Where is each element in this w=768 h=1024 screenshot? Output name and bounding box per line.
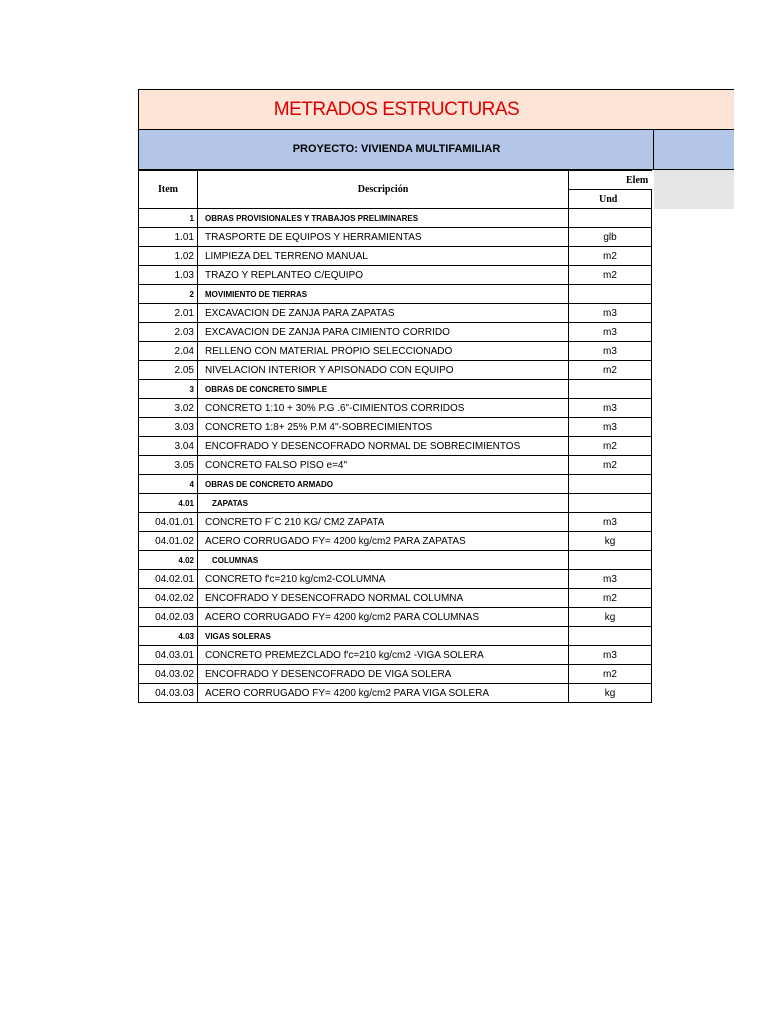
cell-und[interactable]: m3 <box>569 342 652 361</box>
cell-und[interactable]: glb <box>569 228 652 247</box>
cell-und[interactable]: kg <box>569 532 652 551</box>
sheet-title: METRADOS ESTRUCTURAS <box>273 99 520 120</box>
cell-item[interactable]: 1.03 <box>139 266 198 285</box>
cell-und[interactable] <box>569 494 652 513</box>
cell-und[interactable] <box>569 551 652 570</box>
cell-descripcion[interactable]: NIVELACION INTERIOR Y APISONADO CON EQUIPO <box>198 361 569 380</box>
table-row <box>139 684 652 703</box>
cell-descripcion[interactable]: CONCRETO 1:10 + 30% P.G .6"-CIMIENTOS CORRIDOS <box>198 399 569 418</box>
table-row <box>139 456 652 475</box>
table-row <box>139 209 652 228</box>
cell-item[interactable]: 4 <box>139 475 198 494</box>
cell-und[interactable]: m2 <box>569 589 652 608</box>
cell-und[interactable]: m3 <box>569 646 652 665</box>
cell-und[interactable]: m3 <box>569 399 652 418</box>
cell-descripcion[interactable]: TRAZO Y REPLANTEO C/EQUIPO <box>198 266 569 285</box>
cell-und[interactable] <box>569 627 652 646</box>
project-right-border <box>653 130 654 170</box>
table-row <box>139 494 652 513</box>
cell-item[interactable]: 04.02.02 <box>139 589 198 608</box>
cell-item[interactable]: 2.01 <box>139 304 198 323</box>
cell-und[interactable] <box>569 285 652 304</box>
cell-descripcion[interactable]: CONCRETO FALSO PISO e=4" <box>198 456 569 475</box>
header-und[interactable]: Und <box>569 190 652 209</box>
table-row <box>139 342 652 361</box>
cell-descripcion[interactable]: CONCRETO F´C 210 KG/ CM2 ZAPATA <box>198 513 569 532</box>
cell-und[interactable]: m2 <box>569 665 652 684</box>
table-row <box>139 418 652 437</box>
header-elementos[interactable]: Elem <box>569 171 652 190</box>
table-row <box>139 646 652 665</box>
cell-descripcion[interactable]: TRASPORTE DE EQUIPOS Y HERRAMIENTAS <box>198 228 569 247</box>
cell-item[interactable]: 04.03.02 <box>139 665 198 684</box>
project-name: PROYECTO: VIVIENDA MULTIFAMILIAR <box>292 143 501 155</box>
cell-descripcion[interactable]: ENCOFRADO Y DESENCOFRADO DE VIGA SOLERA <box>198 665 569 684</box>
cell-und[interactable]: kg <box>569 608 652 627</box>
table-row <box>139 513 652 532</box>
cell-item[interactable]: 1.01 <box>139 228 198 247</box>
cell-und[interactable]: m2 <box>569 247 652 266</box>
cell-descripcion[interactable]: ENCOFRADO Y DESENCOFRADO NORMAL DE SOBRECIMIENTOS <box>198 437 569 456</box>
header-descripcion[interactable]: Descripción <box>198 171 569 209</box>
cell-item[interactable]: 04.02.01 <box>139 570 198 589</box>
cell-item[interactable]: 4.02 <box>139 551 198 570</box>
table-row <box>139 627 652 646</box>
cell-item[interactable]: 3.05 <box>139 456 198 475</box>
cell-item[interactable]: 1 <box>139 209 198 228</box>
table-row <box>139 665 652 684</box>
cell-item[interactable]: 3 <box>139 380 198 399</box>
table-row <box>139 380 652 399</box>
cell-und[interactable]: m2 <box>569 437 652 456</box>
cell-descripcion[interactable]: ACERO CORRUGADO FY= 4200 kg/cm2 PARA VIGA SOLERA <box>198 684 569 703</box>
cell-descripcion[interactable]: VIGAS SOLERAS <box>198 627 569 646</box>
table-row <box>139 570 652 589</box>
cell-descripcion[interactable]: ENCOFRADO Y DESENCOFRADO NORMAL COLUMNA <box>198 589 569 608</box>
cell-descripcion[interactable]: EXCAVACION DE ZANJA PARA CIMIENTO CORRIDO <box>198 323 569 342</box>
cell-item[interactable]: 04.03.03 <box>139 684 198 703</box>
table-row <box>139 437 652 456</box>
table-row <box>139 323 652 342</box>
cell-item[interactable]: 3.04 <box>139 437 198 456</box>
cell-descripcion[interactable]: CONCRETO f'c=210 kg/cm2-COLUMNA <box>198 570 569 589</box>
cell-item[interactable]: 3.03 <box>139 418 198 437</box>
cell-item[interactable]: 04.01.01 <box>139 513 198 532</box>
table-row <box>139 304 652 323</box>
table-row <box>139 266 652 285</box>
cell-und[interactable]: m3 <box>569 513 652 532</box>
cell-und[interactable] <box>569 380 652 399</box>
cell-item[interactable]: 1.02 <box>139 247 198 266</box>
table-row <box>139 361 652 380</box>
table-row <box>139 285 652 304</box>
table-row <box>139 399 652 418</box>
table-row <box>139 247 652 266</box>
cell-item[interactable]: 2.05 <box>139 361 198 380</box>
cell-und[interactable]: m3 <box>569 323 652 342</box>
cell-und[interactable] <box>569 209 652 228</box>
cell-item[interactable]: 04.01.02 <box>139 532 198 551</box>
table-row <box>139 551 652 570</box>
cell-und[interactable] <box>569 475 652 494</box>
table-row <box>139 475 652 494</box>
cell-descripcion[interactable]: COLUMNAS <box>198 551 569 570</box>
title-top-border <box>138 89 654 90</box>
table-row <box>139 589 652 608</box>
title-band <box>138 89 734 130</box>
cell-descripcion[interactable]: MOVIMIENTO DE TIERRAS <box>198 285 569 304</box>
header-gray-fill <box>654 170 734 209</box>
cell-item[interactable]: 3.02 <box>139 399 198 418</box>
metrados-table <box>138 170 652 703</box>
cell-item[interactable]: 2 <box>139 285 198 304</box>
project-band <box>138 130 734 170</box>
cell-descripcion[interactable]: ZAPATAS <box>198 494 569 513</box>
table-row <box>139 228 652 247</box>
cell-descripcion[interactable]: OBRAS PROVISIONALES Y TRABAJOS PRELIMINARES <box>198 209 569 228</box>
cell-und[interactable]: m3 <box>569 570 652 589</box>
cell-descripcion[interactable]: ACERO CORRUGADO FY= 4200 kg/cm2 PARA COLUMNAS <box>198 608 569 627</box>
table-row <box>139 608 652 627</box>
cell-und[interactable]: kg <box>569 684 652 703</box>
cell-item[interactable]: 4.03 <box>139 627 198 646</box>
cell-descripcion[interactable]: LIMPIEZA DEL TERRENO MANUAL <box>198 247 569 266</box>
cell-descripcion[interactable]: RELLENO CON MATERIAL PROPIO SELECCIONADO <box>198 342 569 361</box>
cell-descripcion[interactable]: OBRAS DE CONCRETO ARMADO <box>198 475 569 494</box>
table-row <box>139 532 652 551</box>
cell-und[interactable]: m2 <box>569 456 652 475</box>
cell-item[interactable]: 4.01 <box>139 494 198 513</box>
cell-item[interactable]: 04.03.01 <box>139 646 198 665</box>
cell-und[interactable]: m2 <box>569 361 652 380</box>
cell-descripcion[interactable]: EXCAVACION DE ZANJA PARA ZAPATAS <box>198 304 569 323</box>
cell-und[interactable]: m2 <box>569 266 652 285</box>
header-item[interactable]: Item <box>139 171 198 209</box>
cell-item[interactable]: 2.03 <box>139 323 198 342</box>
cell-descripcion[interactable]: ACERO CORRUGADO FY= 4200 kg/cm2 PARA ZAPATAS <box>198 532 569 551</box>
cell-item[interactable]: 04.02.03 <box>139 608 198 627</box>
cell-und[interactable]: m3 <box>569 418 652 437</box>
cell-descripcion[interactable]: CONCRETO 1:8+ 25% P.M 4"-SOBRECIMIENTOS <box>198 418 569 437</box>
cell-descripcion[interactable]: CONCRETO PREMEZCLADO f'c=210 kg/cm2 -VIGA SOLERA <box>198 646 569 665</box>
cell-descripcion[interactable]: OBRAS DE CONCRETO SIMPLE <box>198 380 569 399</box>
cell-und[interactable]: m3 <box>569 304 652 323</box>
cell-item[interactable]: 2.04 <box>139 342 198 361</box>
